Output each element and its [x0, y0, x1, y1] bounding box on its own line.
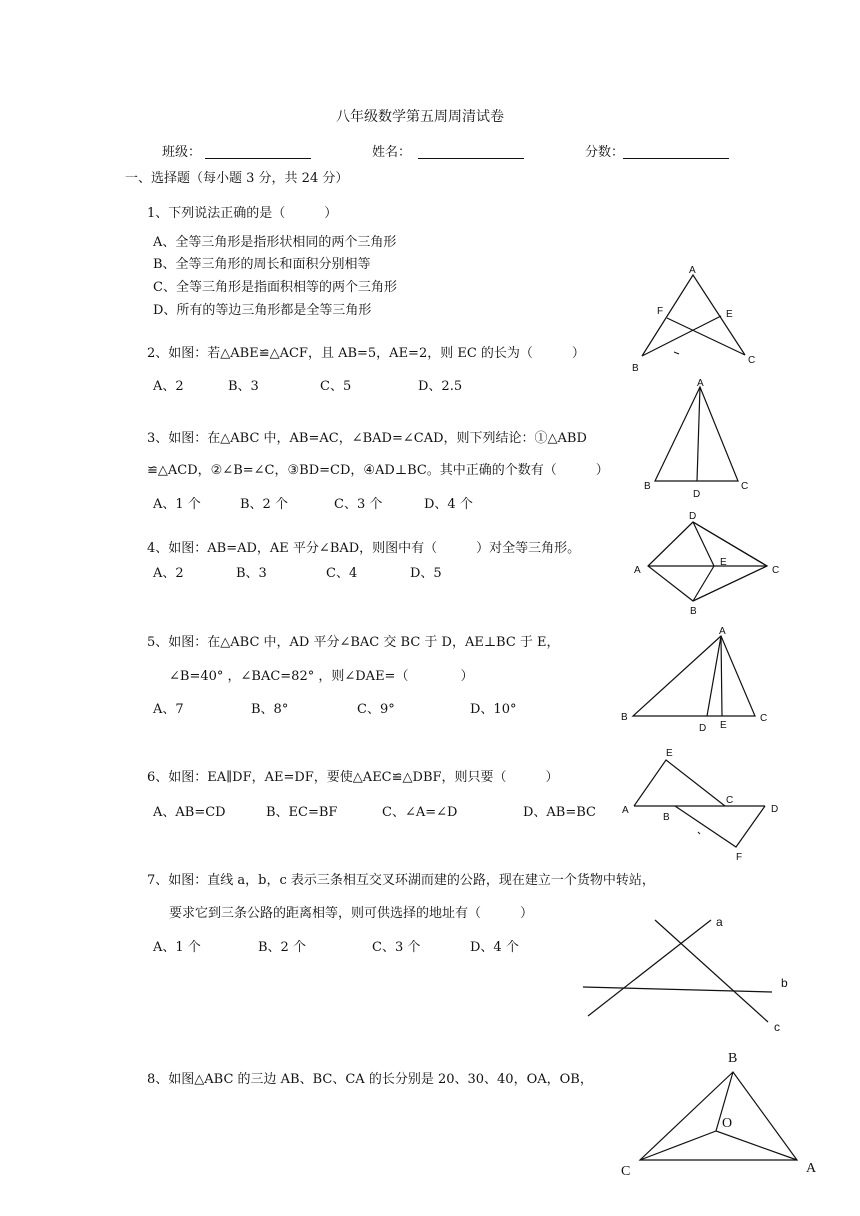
q7-option-c: C、3 个	[372, 940, 421, 955]
fig6-label-a: A	[622, 805, 629, 816]
q6-option-b: B、EC=BF	[266, 805, 338, 820]
fig3-label-c: C	[741, 481, 749, 492]
q7-option-d: D、4 个	[470, 940, 519, 955]
question-7-stem-line1: 7、如图：直线 a，b，c 表示三条相互交叉环湖而建的公路，现在建立一个货物中转站，	[147, 873, 655, 888]
question-6-stem: 6、如图：EA∥DF，AE=DF，要使△AEC≌△DBF，则只要（ ）	[147, 770, 559, 785]
fig2-label-a: A	[689, 265, 696, 276]
fig7-label-c: c	[774, 1020, 780, 1034]
name-label: 姓名：	[372, 145, 412, 160]
class-label: 班级：	[162, 145, 202, 160]
q5-option-d: D、10°	[470, 702, 517, 717]
question-2-stem: 2、如图：若△ABE≌△ACF，且 AB=5，AE=2，则 EC 的长为（ ）	[147, 346, 585, 361]
q4-option-d: D、5	[410, 566, 442, 581]
q3-option-b: B、2 个	[240, 497, 288, 512]
fig4-label-d: D	[689, 511, 697, 522]
fig5-label-c: C	[760, 713, 768, 724]
q3-option-c: C、3 个	[334, 497, 383, 512]
q6-option-c: C、∠A=∠D	[382, 805, 458, 820]
fig7-label-b: b	[781, 976, 788, 990]
fig4-label-a: A	[634, 565, 641, 576]
q6-option-d: D、AB=BC	[523, 805, 596, 820]
fig5-label-e: E	[720, 720, 727, 731]
fig6-label-d: D	[771, 804, 779, 815]
question-5-stem-line2: ∠B=40° ，∠BAC=82° ，则∠DAE=（ ）	[169, 669, 474, 684]
fig2-label-b: B	[632, 363, 639, 374]
section-heading: 一、选择题（每小题 3 分，共 24 分）	[125, 171, 349, 186]
fig5-label-b: B	[621, 712, 628, 723]
question-1-stem: 1、下列说法正确的是（ ）	[147, 206, 338, 221]
fig6-label-b: B	[663, 812, 670, 823]
q3-option-d: D、4 个	[424, 497, 473, 512]
page-title: 八年级数学第五周周清试卷	[336, 109, 504, 125]
q1-option-b: B、全等三角形的周长和面积分别相等	[153, 257, 371, 272]
fig6-label-f: F	[736, 852, 743, 863]
question-7-stem-line2: 要求它到三条公路的距离相等，则可供选择的地址有（ ）	[169, 906, 534, 921]
fig7-label-a: a	[716, 915, 723, 929]
q2-option-d: D、2.5	[418, 379, 463, 394]
q1-option-a: A、全等三角形是指形状相同的两个三角形	[153, 235, 397, 250]
q6-option-a: A、AB=CD	[153, 805, 226, 820]
q7-option-b: B、2 个	[258, 940, 306, 955]
q4-option-b: B、3	[236, 566, 267, 581]
fig8-label-a: A	[806, 1161, 817, 1176]
q5-option-c: C、9°	[357, 702, 395, 717]
fig6-label-e: E	[666, 748, 673, 759]
question-4-stem: 4、如图：AB=AD，AE 平分∠BAD，则图中有（ ）对全等三角形。	[147, 541, 581, 556]
fig5-label-d: D	[699, 723, 707, 734]
fig3-label-a: A	[697, 378, 704, 389]
fig6-label-c: C	[726, 795, 734, 806]
q5-option-a: A、7	[153, 702, 184, 717]
fig3-label-d: D	[693, 489, 701, 500]
q4-option-a: A、2	[153, 566, 184, 581]
score-label: 分数：	[585, 145, 625, 160]
question-8-stem: 8、如图△ABC 的三边 AB、BC、CA 的长分别是 20、30、40，OA，OB，	[147, 1072, 593, 1087]
question-3-stem-line1: 3、如图：在△ABC 中，AB=AC，∠BAD=∠CAD，则下列结论：①△ABD	[147, 431, 587, 446]
q3-option-a: A、1 个	[153, 497, 201, 512]
fig8-label-b: B	[728, 1051, 738, 1066]
fig5-label-a: A	[719, 626, 726, 637]
q1-option-c: C、全等三角形是指面积相等的两个三角形	[153, 280, 397, 295]
fig8-label-c: C	[621, 1164, 631, 1179]
fig8-label-o: O	[722, 1116, 733, 1131]
fig2-label-e: E	[726, 309, 733, 320]
fig3-label-b: B	[644, 481, 651, 492]
fig4-label-b: B	[690, 606, 697, 617]
fig4-label-c: C	[772, 565, 780, 576]
q2-option-a: A、2	[153, 379, 184, 394]
q1-option-d: D、所有的等边三角形都是全等三角形	[153, 303, 372, 318]
question-3-stem-line2: ≌△ACD，②∠B=∠C，③BD=CD，④AD⊥BC。其中正确的个数有（ ）	[147, 463, 609, 478]
question-5-stem-line1: 5、如图：在△ABC 中，AD 平分∠BAC 交 BC 于 D，AE⊥BC 于 E，	[147, 635, 560, 650]
q2-option-c: C、5	[320, 379, 352, 394]
q5-option-b: B、8°	[251, 702, 289, 717]
q4-option-c: C、4	[326, 566, 358, 581]
q7-option-a: A、1 个	[153, 940, 201, 955]
fig2-label-c: C	[748, 355, 756, 366]
fig2-label-f: F	[657, 306, 664, 317]
fig4-label-e: E	[720, 557, 727, 568]
q2-option-b: B、3	[228, 379, 259, 394]
